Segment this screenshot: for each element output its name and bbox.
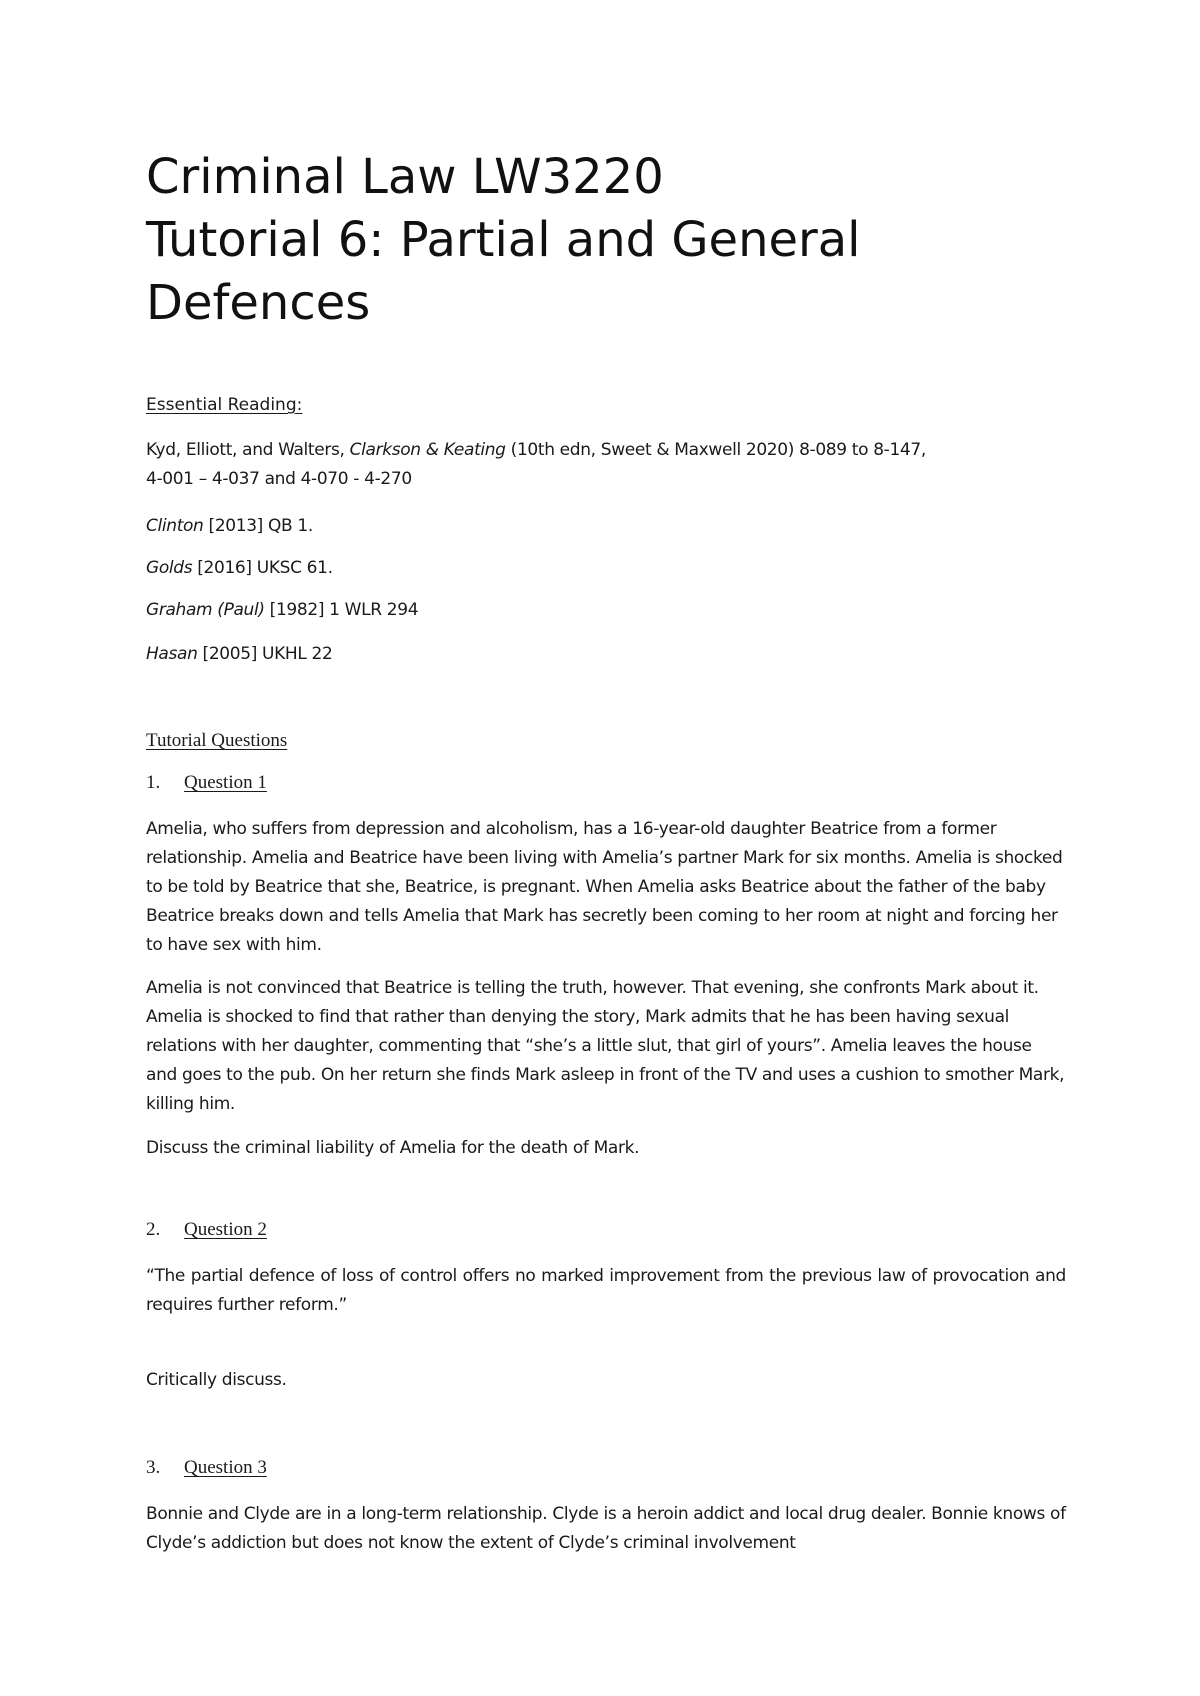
question-number: 2. (146, 1219, 161, 1240)
question-label: Question 3 (184, 1457, 267, 1478)
tutorial-questions-heading: Tutorial Questions (146, 730, 288, 751)
question-1-prompt: Discuss the criminal liability of Amelia for the death of Mark. (146, 1138, 640, 1158)
reading-case (146, 596, 418, 625)
case-name: Golds (146, 558, 193, 578)
question-number: 1. (146, 772, 161, 793)
textbook-details-2: 4-001 – 4-037 and 4-070 - 4-270 (146, 469, 412, 489)
textbook-details-1: (10th edn, Sweet & Maxwell 2020) 8-089 to 8-147, (505, 440, 926, 460)
question-number: 3. (146, 1457, 161, 1478)
reading-textbook (146, 436, 1066, 494)
case-citation: [1982] 1 WLR 294 (264, 600, 419, 620)
question-label: Question 1 (184, 772, 267, 793)
question-2-prompt: Critically discuss. (146, 1370, 287, 1390)
textbook-authors: Kyd, Elliott, and Walters, (146, 440, 350, 460)
document-page (146, 0, 1066, 1696)
essential-reading-heading: Essential Reading: (146, 395, 303, 415)
title-line-3: Defences (146, 275, 371, 331)
case-citation: [2013] QB 1. (203, 516, 313, 536)
question-1-paragraph: Amelia, who suffers from depression and alcoholism, has a 16-year-old daughter Beatrice from a former relationship. Amelia and Beatrice have been living with Amelia’s partner Mark for six months. Amelia is shocked to be told by Beatrice that she, Beatrice, is pregnant. When Amelia asks Beatrice about the father of the baby Beatrice breaks down and tells Amelia that Mark has secretly been coming to her room at night and forcing her to have sex with him. (146, 819, 1063, 955)
case-citation: [2016] UKSC 61. (192, 558, 333, 578)
title-line-2: Tutorial 6: Partial and General (146, 212, 861, 268)
title-line-1: Criminal Law LW3220 (146, 149, 664, 205)
document-title (146, 146, 1066, 335)
case-name: Clinton (146, 516, 204, 536)
reading-case (146, 554, 333, 583)
textbook-title: Clarkson & Keating (349, 440, 506, 460)
question-1-paragraph: Amelia is not convinced that Beatrice is telling the truth, however. That evening, she confronts Mark about it. Amelia is shocked to find that rather than denying the story, Mark admits that he has been having sexual relations with her daughter, commenting that “she’s a little slut, that girl of yours”. Amelia leaves the house and goes to the pub. On her return she finds Mark asleep in front of the TV and uses a cushion to smother Mark, killing him. (146, 978, 1065, 1114)
reading-case (146, 512, 313, 541)
question-3-header (146, 1457, 267, 1479)
reading-case (146, 640, 332, 669)
question-3-paragraph: Bonnie and Clyde are in a long-term relationship. Clyde is a heroin addict and local drug dealer. Bonnie knows of Clyde’s addiction but does not know the extent of Clyde’s criminal involvement (146, 1504, 1066, 1553)
question-2-quote: “The partial defence of loss of control offers no marked improvement from the previous law of provocation and requires further reform.” (146, 1266, 1066, 1315)
question-label: Question 2 (184, 1219, 267, 1240)
case-name: Graham (Paul) (146, 600, 265, 620)
question-2-header (146, 1219, 267, 1241)
case-name: Hasan (146, 644, 198, 664)
case-citation: [2005] UKHL 22 (197, 644, 333, 664)
question-1-header (146, 772, 267, 794)
